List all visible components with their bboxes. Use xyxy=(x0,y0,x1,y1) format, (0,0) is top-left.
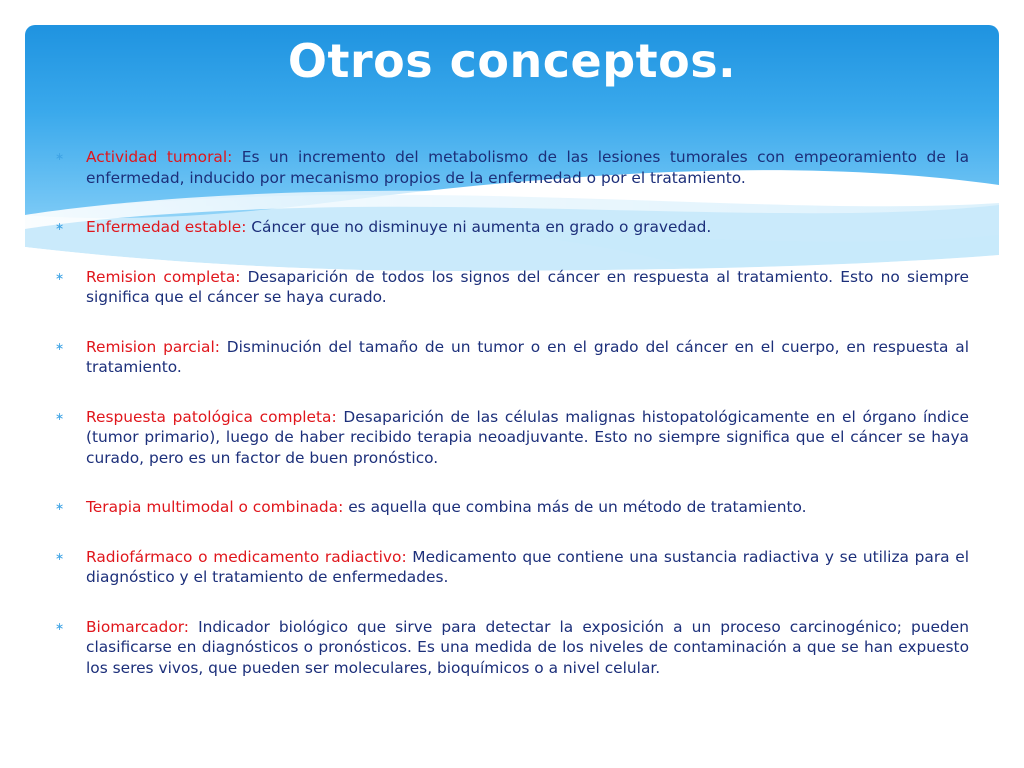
bullet-asterisk-icon: ∗ xyxy=(55,619,65,633)
definition-text: Desaparición de todos los signos del cáncer en respuesta al tratamiento. Esto no siempre significa que el cáncer se haya curado. xyxy=(86,267,969,306)
definition-text: Indicador biológico que sirve para detectar la exposición a un proceso carcinogénico; pueden clasificarse en diagnósticos o pronósticos. Es una medida de los niveles de contaminación a que se han expuesto los seres vivos, que pueden ser moleculares, bioquímicos o a nivel celular. xyxy=(86,617,969,677)
list-item xyxy=(55,267,969,308)
definition-term: Remision parcial: xyxy=(86,337,220,356)
bullet-asterisk-icon: ∗ xyxy=(55,339,65,353)
list-item xyxy=(55,337,969,378)
list-item xyxy=(55,547,969,588)
definition-term: Respuesta patológica completa: xyxy=(86,407,337,426)
list-item xyxy=(55,497,969,518)
definition-term: Terapia multimodal o combinada: xyxy=(86,498,344,516)
slide-title: Otros conceptos. xyxy=(287,34,737,88)
definition-term: Actividad tumoral: xyxy=(86,148,233,166)
definition-term: Radiofármaco o medicamento radiactivo: xyxy=(86,547,407,566)
definition-term: Enfermedad estable: xyxy=(86,218,247,236)
list-item xyxy=(55,217,969,238)
definition-text: Disminución del tamaño de un tumor o en el grado del cáncer en el cuerpo, en respuesta al tratamiento. xyxy=(86,337,970,376)
definitions-list xyxy=(55,147,969,707)
bullet-asterisk-icon: ∗ xyxy=(55,269,65,283)
definition-term: Biomarcador: xyxy=(86,617,189,636)
bullet-asterisk-icon: ∗ xyxy=(55,549,65,563)
definition-term: Remision completa: xyxy=(86,267,241,286)
definition-text: Desaparición de las células malignas histopatológicamente en el órgano índice (tumor primario), luego de haber recibido terapia neoadjuvante. Esto no siempre significa que el cáncer se haya curado, pero es un factor de buen pronóstico. xyxy=(86,407,969,467)
bullet-asterisk-icon: ∗ xyxy=(55,500,65,513)
definition-text: es aquella que combina más de un método de tratamiento. xyxy=(343,498,807,516)
list-item xyxy=(55,407,969,469)
definition-text: Medicamento que contiene una sustancia radiactiva y se utiliza para el diagnóstico y el tratamiento de enfermedades. xyxy=(86,547,969,586)
bullet-asterisk-icon: ∗ xyxy=(55,220,65,233)
definition-text: Es un incremento del metabolismo de las lesiones tumorales con empeoramiento de la enfermedad, inducido por mecanismo propios de la enfermedad o por el tratamiento. xyxy=(86,148,969,187)
list-item xyxy=(55,617,969,679)
bullet-asterisk-icon: ∗ xyxy=(55,409,65,423)
bullet-asterisk-icon: ∗ xyxy=(55,150,65,163)
definition-text: Cáncer que no disminuye ni aumenta en grado o gravedad. xyxy=(246,218,712,236)
list-item xyxy=(55,147,969,188)
